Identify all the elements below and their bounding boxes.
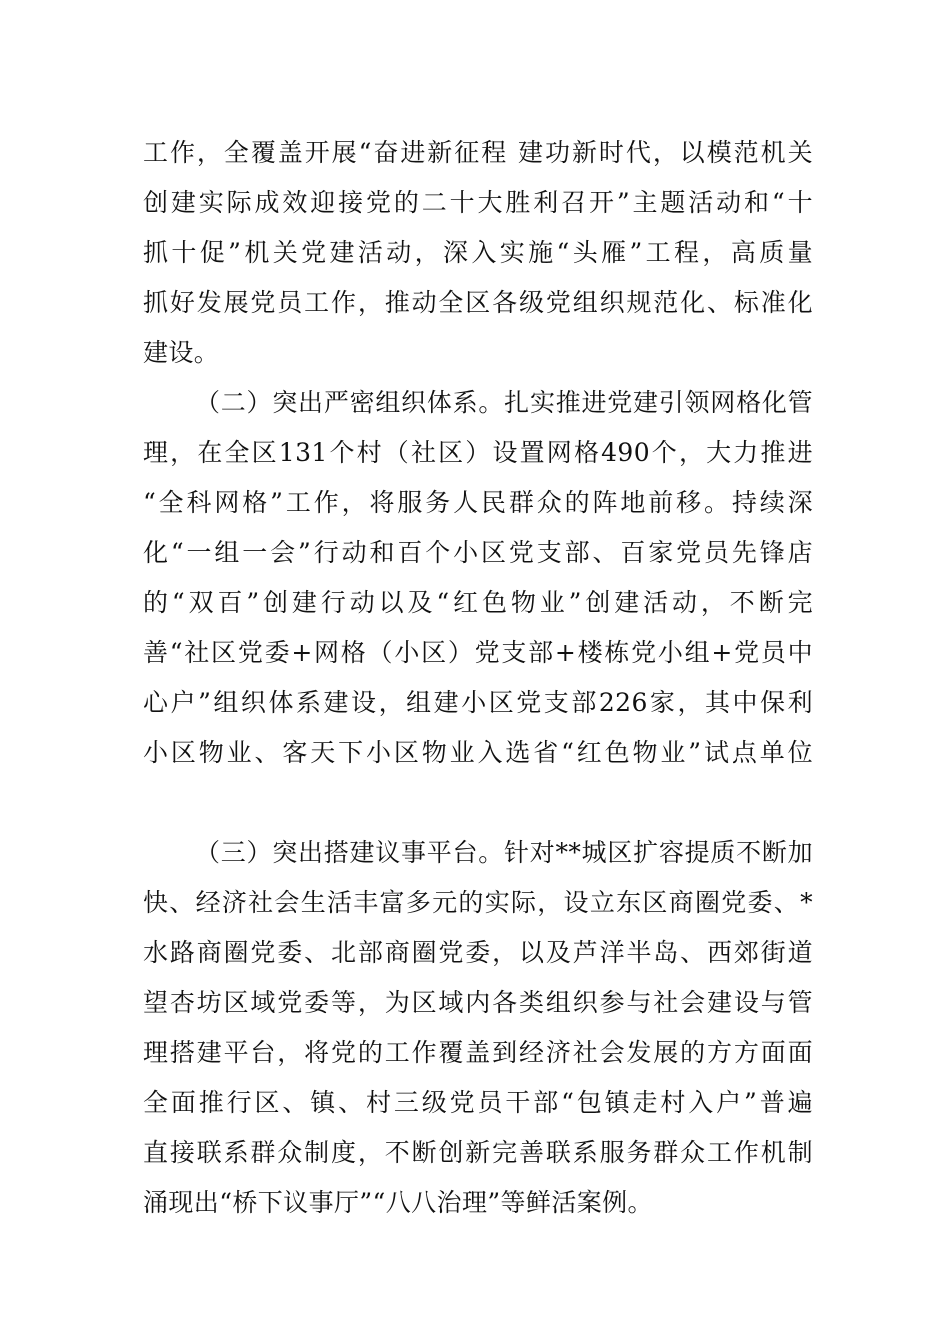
text-line: 工作，全覆盖开展“奋进新征程 建功新时代，以模范机关	[143, 138, 813, 167]
section-two-heading-line: （二）突出严密组织体系。扎实推进党建引领网格化管	[195, 388, 813, 417]
text-line: “全科网格”工作，将服务人民群众的阵地前移。持续深	[143, 488, 813, 517]
text-line: 化“一组一会”行动和百个小区党支部、百家党员先锋店	[143, 538, 813, 567]
text-line: 直接联系群众制度，不断创新完善联系服务群众工作机制	[143, 1138, 813, 1167]
text-line: 理搭建平台，将党的工作覆盖到经济社会发展的方方面面	[143, 1038, 813, 1067]
text-line: 抓好发展党员工作，推动全区各级党组织规范化、标准化	[143, 288, 813, 317]
text-line: 小区物业、客天下小区物业入选省“红色物业”试点单位	[143, 738, 813, 767]
text-line: 的“双百”创建行动以及“红色物业”创建活动，不断完	[143, 588, 813, 617]
text-line: 心户”组织体系建设，组建小区党支部226家，其中保利	[143, 688, 813, 717]
text-line: 理，在全区131个村（社区）设置网格490个，大力推进	[143, 438, 813, 467]
text-line: 涌现出“桥下议事厅”“八八治理”等鲜活案例。	[143, 1188, 653, 1217]
text-line: 望杏坊区域党委等，为区域内各类组织参与社会建设与管	[143, 988, 813, 1017]
section-three-heading-line: （三）突出搭建议事平台。针对**城区扩容提质不断加	[195, 838, 813, 867]
text-line: 抓十促”机关党建活动，深入实施“头雁”工程，高质量	[143, 238, 813, 267]
text-line: 快、经济社会生活丰富多元的实际，设立东区商圈党委、*	[143, 888, 813, 917]
text-line: 建设。	[143, 338, 220, 367]
text-line: 水路商圈党委、北部商圈党委，以及芦洋半岛、西郊街道	[143, 938, 813, 967]
text-line: 善“社区党委+网格（小区）党支部+楼栋党小组+党员中	[143, 638, 813, 667]
text-line: 创建实际成效迎接党的二十大胜利召开”主题活动和“十	[143, 188, 813, 217]
text-line: 全面推行区、镇、村三级党员干部“包镇走村入户”普遍	[143, 1088, 813, 1117]
